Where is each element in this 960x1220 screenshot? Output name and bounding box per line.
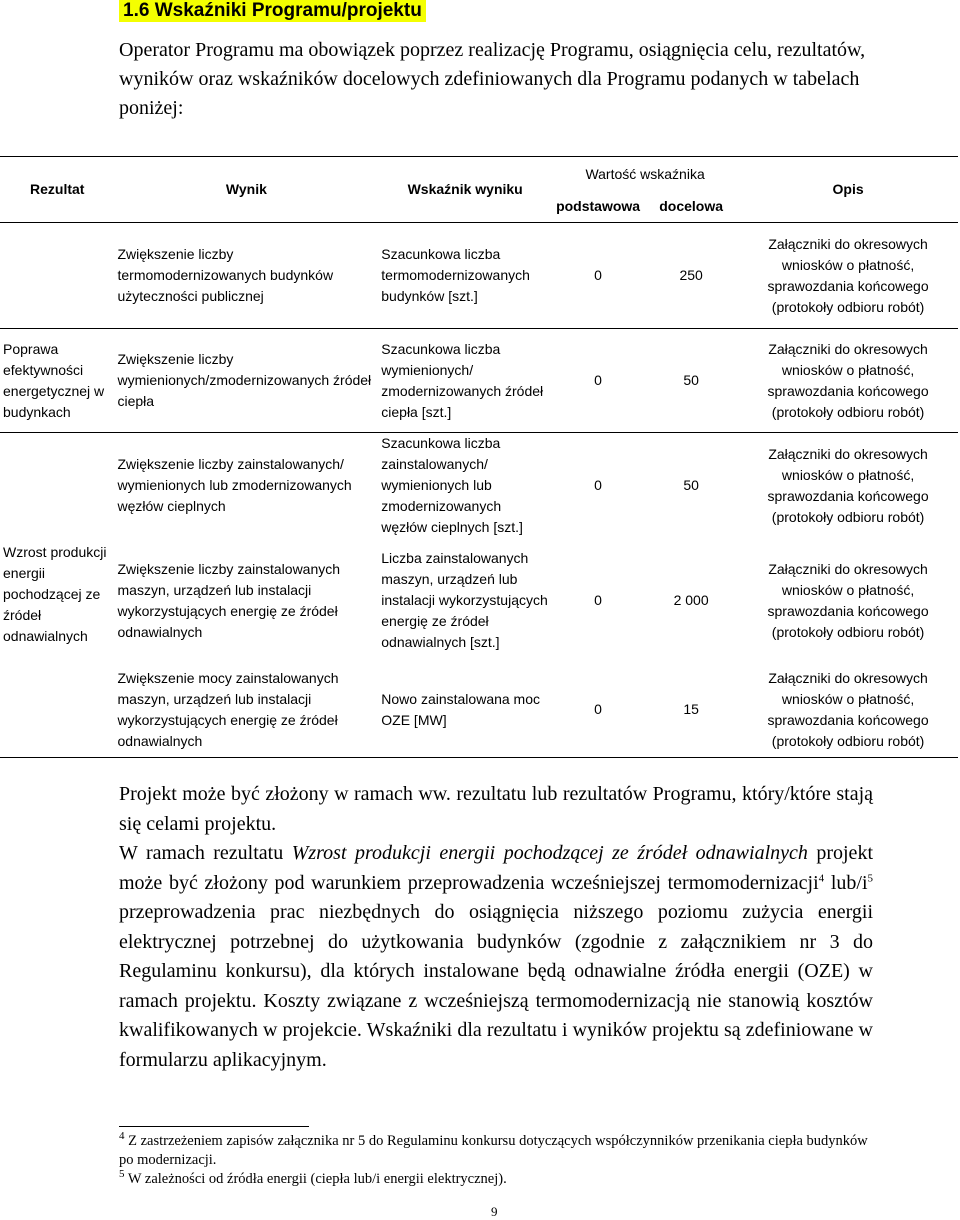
- wskaznik-cell: Nowo zainstalowana moc OZE [MW]: [381, 690, 541, 728]
- wynik-cell: Zwiększenie mocy zainstalowanych maszyn, urządzeń lub instalacji wykorzystujących energię ze źródeł odnawialnych: [117, 669, 339, 749]
- footnote-4: $^4$ Z zastrzeżeniem zapisów załącznika nr 5 do Regulaminu konkursu dotyczących współczynników przenikania ciepła budynków po modernizacji.: [119, 1130, 868, 1168]
- docelowa-cell: 2 000: [673, 592, 709, 608]
- rezultat-name-italic: Wzrost produkcji energii pochodzącej ze źródeł odnawialnych: [291, 842, 808, 864]
- header-docelowa: docelowa: [644, 192, 738, 223]
- podstawowa-cell: 0: [594, 477, 602, 493]
- wynik-cell: Zwiększenie liczby wymienionych/zmodernizowanych źródeł ciepła: [117, 351, 372, 409]
- wskaznik-cell: Szacunkowa liczba wymienionych/ zmodernizowanych źródeł ciepła [szt.]: [381, 340, 544, 420]
- footnotes: [119, 1132, 879, 1189]
- podstawowa-cell: 0: [594, 372, 602, 388]
- docelowa-cell: 250: [679, 267, 703, 283]
- docelowa-cell: 50: [683, 372, 699, 388]
- opis-cell: Załączniki do okresowych wniosków o płatność, sprawozdania końcowego (protokoły odbioru robót): [767, 669, 929, 749]
- footnote-5: $^5$ W zależności od źródła energii (ciepła lub/i energii elektrycznej).: [119, 1168, 507, 1187]
- wskaznik-cell: Szacunkowa liczba termomodernizowanych budynków [szt.]: [381, 246, 530, 304]
- table-row: [0, 223, 958, 329]
- header-rezultat: Rezultat: [0, 157, 115, 223]
- opis-cell: Załączniki do okresowych wniosków o płatność, sprawozdania końcowego (protokoły odbioru robót): [767, 235, 929, 315]
- indicators-table: [0, 156, 958, 758]
- footnote-ref-4[interactable]: 4: [818, 871, 825, 884]
- wskaznik-cell: Liczba zainstalowanych maszyn, urządzeń lub instalacji wykorzystujących energię ze źródeł odnawialnych [szt.]: [381, 550, 548, 650]
- docelowa-cell: 15: [683, 701, 699, 718]
- footnote-separator: [119, 1126, 309, 1127]
- opis-cell: Załączniki do okresowych wniosków o płatność, sprawozdania końcowego (protokoły odbioru robót): [767, 560, 929, 640]
- podstawowa-cell: 0: [594, 701, 602, 718]
- paragraph-2: W ramach rezultatu Wzrost produkcji energii pochodzącej ze źródeł odnawialnych projekt może być złożony pod warunkiem przeprowadzenia wcześniejszej termomodernizacji$^4$ lub/$i^5$ przeprowadzenia prac niezbędnych do osiągnięcia niższego poziomu zużycia energii elektrycznej potrzebnej do użytkowania budynków (zgodnie z załącznikiem nr 3 do Regulaminu konkursu), dla których instalowane będą odnawialne źródła energii (OZE) w ramach projektu. Koszty związane z wcześniejszą termomodernizacją nie stanowią kosztów kwalifikowanych w projekcie. Wskaźniki dla rezultatu i wyników projektu są zdefiniowane w formularzu aplikacyjnym.: [119, 842, 874, 1071]
- rezultat-cell: Poprawa efektywności energetycznej w budynkach: [3, 340, 105, 420]
- table-row: [0, 433, 958, 539]
- wskaznik-cell: Szacunkowa liczba zainstalowanych/ wymienionych lub zmodernizowanych węzłów cieplnych [szt.]: [381, 435, 523, 535]
- podstawowa-cell: 0: [594, 592, 602, 608]
- intro-paragraph: Operator Programu ma obowiązek poprzez realizację Programu, osiągnięcia celu, rezultatów, wyników oraz wskaźników docelowych zdefiniowanych dla Programu podanych w tabelach poniżej:: [119, 39, 866, 119]
- paragraph-1: Projekt może być złożony w ramach ww. rezultatu lub rezultatów Programu, który/które stają się celami projektu.: [119, 783, 873, 835]
- wynik-cell: Zwiększenie liczby termomodernizowanych budynków użyteczności publicznej: [117, 246, 334, 304]
- table-row: [0, 329, 958, 433]
- body-text: [119, 780, 873, 1075]
- footnote-ref-5[interactable]: 5: [867, 871, 874, 884]
- rezultat-cell-empty: [0, 223, 115, 329]
- header-wskaznik: Wskaźnik wyniku: [378, 157, 552, 223]
- section-heading: 1.6 Wskaźniki Programu/projektu: [119, 0, 426, 22]
- header-podstawowa: podstawowa: [552, 192, 644, 223]
- header-wynik: Wynik: [115, 157, 379, 223]
- podstawowa-cell: 0: [594, 267, 602, 283]
- docelowa-cell: 50: [683, 477, 699, 493]
- header-opis: Opis: [738, 157, 958, 223]
- wynik-cell: Zwiększenie liczby zainstalowanych maszyn, urządzeń lub instalacji wykorzystujących energię ze źródeł odnawialnych: [117, 560, 341, 640]
- table-row: [0, 663, 958, 757]
- page-number: 9: [491, 1204, 498, 1219]
- header-wartosc: Wartość wskaźnika: [585, 165, 705, 182]
- wynik-cell: Zwiększenie liczby zainstalowanych/ wymienionych lub zmodernizowanych węzłów cieplnych: [117, 456, 352, 514]
- opis-cell: Załączniki do okresowych wniosków o płatność, sprawozdania końcowego (protokoły odbioru robót): [767, 340, 929, 420]
- table-row: [0, 538, 958, 663]
- opis-cell: Załączniki do okresowych wniosków o płatność, sprawozdania końcowego (protokoły odbioru robót): [767, 445, 929, 525]
- rezultat-cell: Wzrost produkcji energii pochodzącej ze źródeł odnawialnych: [0, 433, 115, 758]
